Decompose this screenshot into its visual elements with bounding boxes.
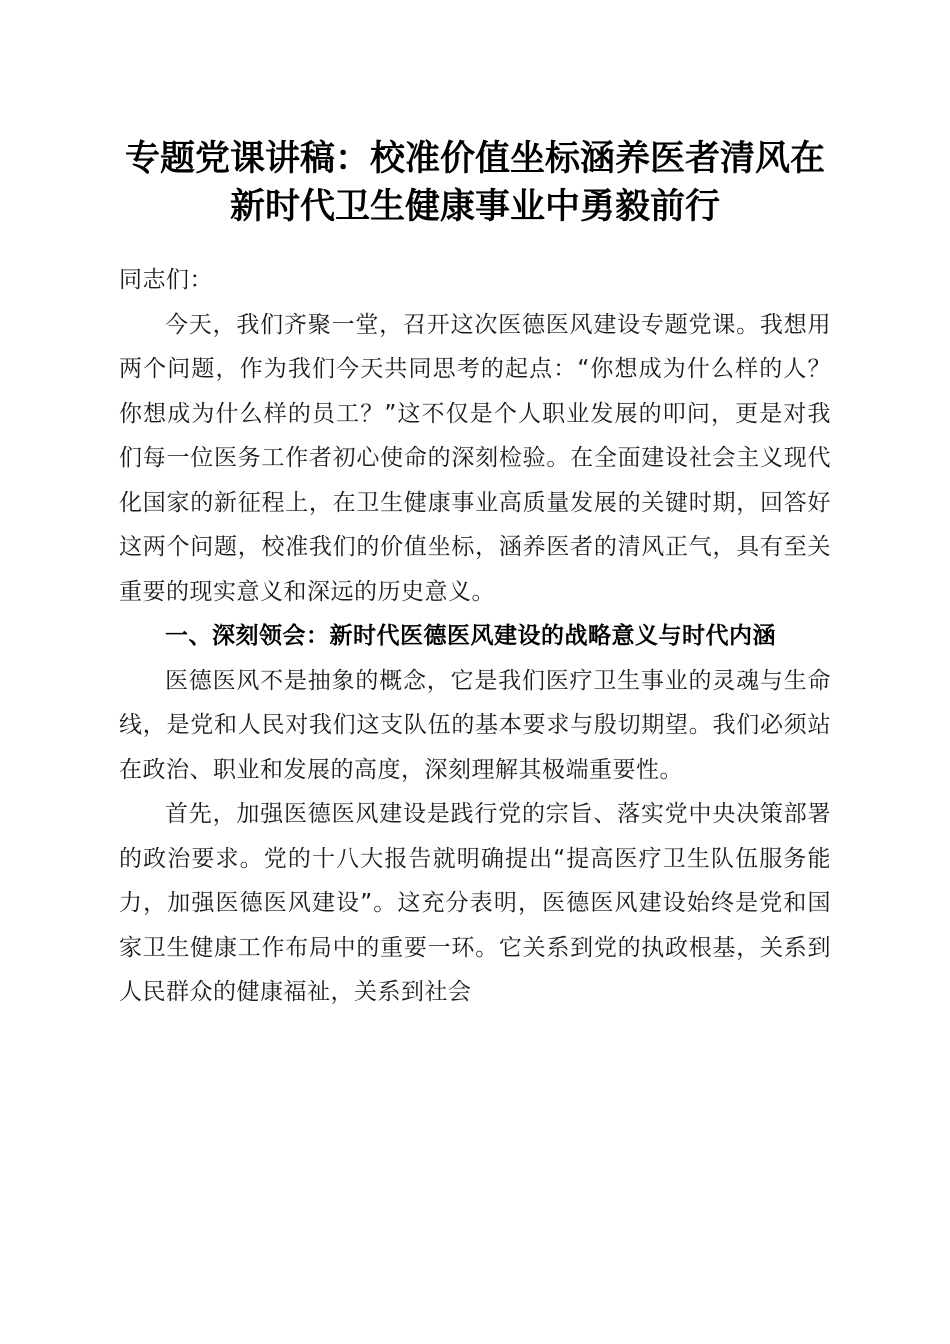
section1-paragraph-1: 医德医风不是抽象的概念，它是我们医疗卫生事业的灵魂与生命线，是党和人民对我们这支队伍的基本要求与殷切期望。我们必须站在政治、职业和发展的高度，深刻理解其极端重要性。 [119,667,831,783]
document-body [119,258,831,1015]
section1-paragraph-2: 首先，加强医德医风建设是践行党的宗旨、落实党中央决策部署的政治要求。党的十八大报告就明确提出“提高医疗卫生队伍服务能力，加强医德医风建设”。这充分表明，医德医风建设始终是党和国家卫生健康工作布局中的重要一环。它关系到党的执政根基，关系到人民群众的健康福祉，关系到社会 [119,801,831,1005]
document-title [100,135,850,231]
title-line-2: 新时代卫生健康事业中勇毅前行 [229,186,720,227]
salutation: 同志们： [119,267,213,293]
section-heading-1: 一、深刻领会：新时代医德医风建设的战略意义与时代内涵 [165,623,776,649]
intro-paragraph: 今天，我们齐聚一堂，召开这次医德医风建设专题党课。我想用两个问题，作为我们今天共同思考的起点：“你想成为什么样的人？你想成为什么样的员工？”这不仅是个人职业发展的叩问，更是对我们每一位医务工作者初心使命的深刻检验。在全面建设社会主义现代化国家的新征程上，在卫生健康事业高质量发展的关键时期，回答好这两个问题，校准我们的价值坐标，涵养医者的清风正气，具有至关重要的现实意义和深远的历史意义。 [119,311,831,605]
title-line-1: 专题党课讲稿：校准价值坐标涵养医者清风在 [124,138,825,179]
